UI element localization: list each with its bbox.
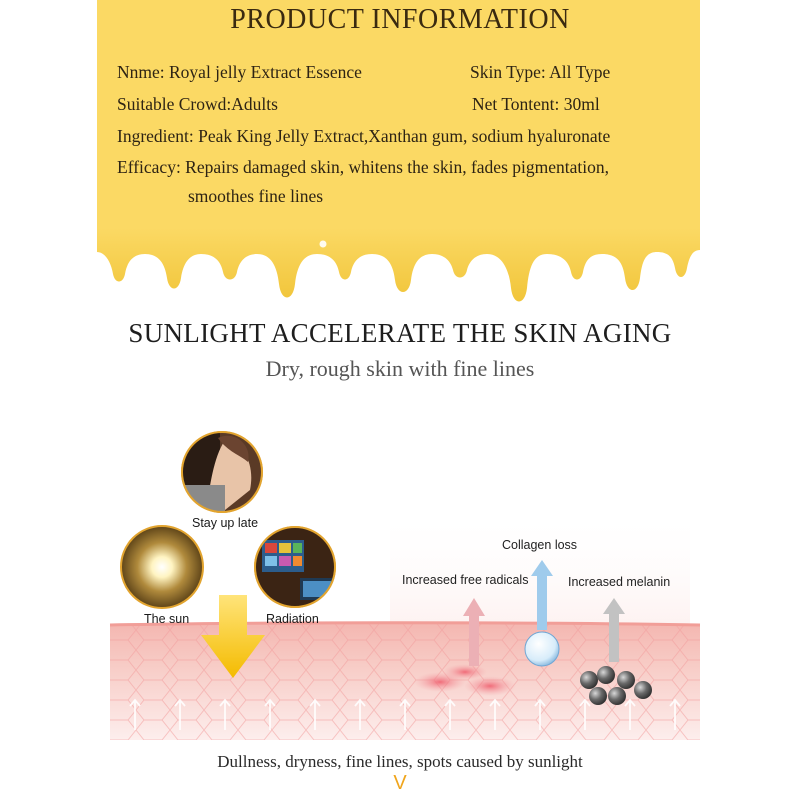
ingredient-text: Ingredient: Peak King Jelly Extract,Xanthan gum, sodium hyaluronate <box>117 126 611 146</box>
chevron-down-icon: V <box>393 772 407 794</box>
net-content-text: Net Tontent: 30ml <box>472 94 600 114</box>
suitable-crowd-text: Suitable Crowd:Adults <box>117 94 278 114</box>
product-name-text: Nnme: Royal jelly Extract Essence <box>117 62 362 82</box>
stay-up-late-photo <box>180 430 264 515</box>
sun-photo <box>121 526 203 608</box>
stay-up-late-label: Stay up late <box>192 516 259 530</box>
radiation-photo <box>253 525 337 609</box>
honey-drips-graphic <box>97 228 700 318</box>
efficacy-text-continued: smoothes fine lines <box>188 186 324 206</box>
subheadline: Dry, rough skin with fine lines <box>265 356 535 381</box>
skin-aging-diagram <box>0 400 800 800</box>
bottom-caption: Dullness, dryness, fine lines, spots caused by sunlight <box>217 752 583 771</box>
product-info-panel <box>97 0 700 250</box>
collagen-loss-label: Collagen loss <box>502 538 578 552</box>
skin-type-text: Skin Type: All Type <box>470 62 611 82</box>
free-radicals-label: Increased free radicals <box>402 573 529 587</box>
melanin-label: Increased melanin <box>568 575 671 589</box>
efficacy-text: Efficacy: Repairs damaged skin, whitens the skin, fades pigmentation, <box>117 157 609 177</box>
product-info-title: PRODUCT INFORMATION <box>230 4 570 35</box>
headline: SUNLIGHT ACCELERATE THE SKIN AGING <box>128 318 672 348</box>
radiation-label: Radiation <box>266 612 319 626</box>
the-sun-label: The sun <box>144 612 190 626</box>
